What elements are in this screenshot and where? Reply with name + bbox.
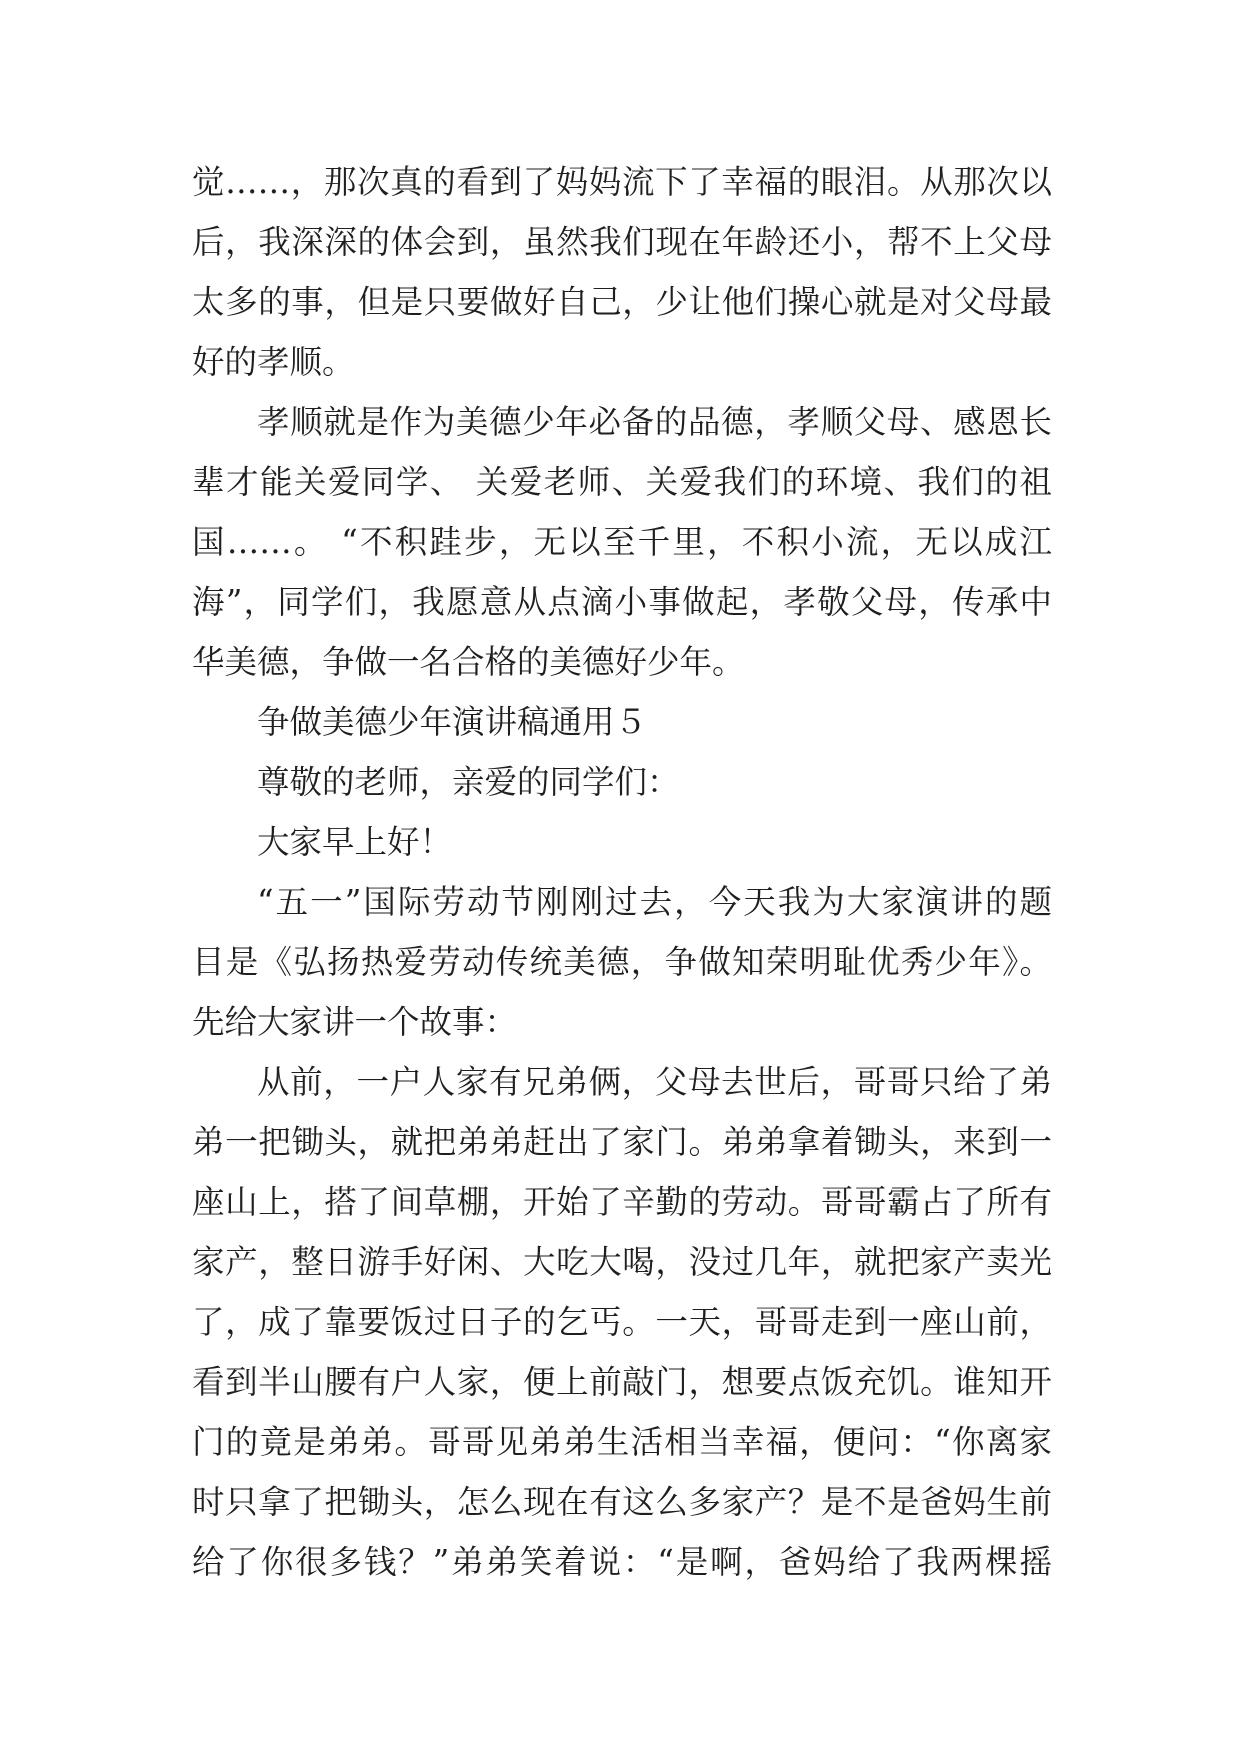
- text-line: “五一”国际劳动节刚刚过去，今天我为大家演讲的题: [257, 883, 1052, 921]
- text-line: 家产，整日游手好闲、大吃大喝，没过几年，就把家产卖光: [192, 1243, 1052, 1281]
- salutation: [192, 752, 1052, 812]
- greeting-text: 大家早上好！: [257, 823, 453, 861]
- text-line: 后，我深深的体会到，虽然我们现在年龄还小，帮不上父母: [192, 223, 1052, 261]
- text-line: 弟一把锄头，就把弟弟赶出了家门。弟弟拿着锄头，来到一: [192, 1123, 1052, 1161]
- text-line: 看到半山腰有户人家，便上前敲门，想要点饭充饥。谁知开: [192, 1363, 1052, 1401]
- text-line: 门的竟是弟弟。哥哥见弟弟生活相当幸福，便问：“你离家: [192, 1423, 1052, 1461]
- text-line: 座山上，搭了间草棚，开始了辛勤的劳动。哥哥霸占了所有: [192, 1183, 1052, 1221]
- text-line: 目是《弘扬热爱劳动传统美德，争做知荣明耻优秀少年》。: [192, 943, 1052, 981]
- text-line: 华美德，争做一名合格的美德好少年。: [192, 643, 745, 681]
- document-body: [192, 152, 1052, 1592]
- paragraph: [192, 152, 1052, 392]
- text-line: 时只拿了把锄头，怎么现在有这么多家产？是不是爸妈生前: [192, 1483, 1052, 1521]
- section-title-text: 争做美德少年演讲稿通用５: [257, 703, 648, 741]
- section-title: [192, 692, 1052, 752]
- paragraph: [192, 872, 1052, 1052]
- paragraph: [192, 1052, 1052, 1592]
- text-line: 先给大家讲一个故事：: [192, 1003, 518, 1041]
- text-line: 觉……，那次真的看到了妈妈流下了幸福的眼泪。从那次以: [192, 163, 1052, 201]
- salutation-text: 尊敬的老师，亲爱的同学们：: [257, 763, 680, 801]
- text-line: 国……。 “不积跬步，无以至千里，不积小流，无以成江: [192, 523, 1052, 561]
- text-line: 给了你很多钱？”弟弟笑着说：“是啊，爸妈给了我两棵摇: [192, 1543, 1052, 1581]
- text-line: 孝顺就是作为美德少年必备的品德，孝顺父母、感恩长: [257, 403, 1052, 441]
- text-line: 从前，一户人家有兄弟俩，父母去世后，哥哥只给了弟: [257, 1063, 1052, 1101]
- paragraph: [192, 392, 1052, 692]
- text-line: 好的孝顺。: [192, 343, 355, 381]
- text-line: 海”，同学们，我愿意从点滴小事做起，孝敬父母，传承中: [192, 583, 1052, 621]
- text-line: 太多的事，但是只要做好自己，少让他们操心就是对父母最: [192, 283, 1052, 321]
- greeting: [192, 812, 1052, 872]
- text-line: 辈才能关爱同学、 关爱老师、关爱我们的环境、我们的祖: [192, 463, 1052, 501]
- text-line: 了，成了靠要饭过日子的乞丐。一天，哥哥走到一座山前，: [192, 1303, 1052, 1341]
